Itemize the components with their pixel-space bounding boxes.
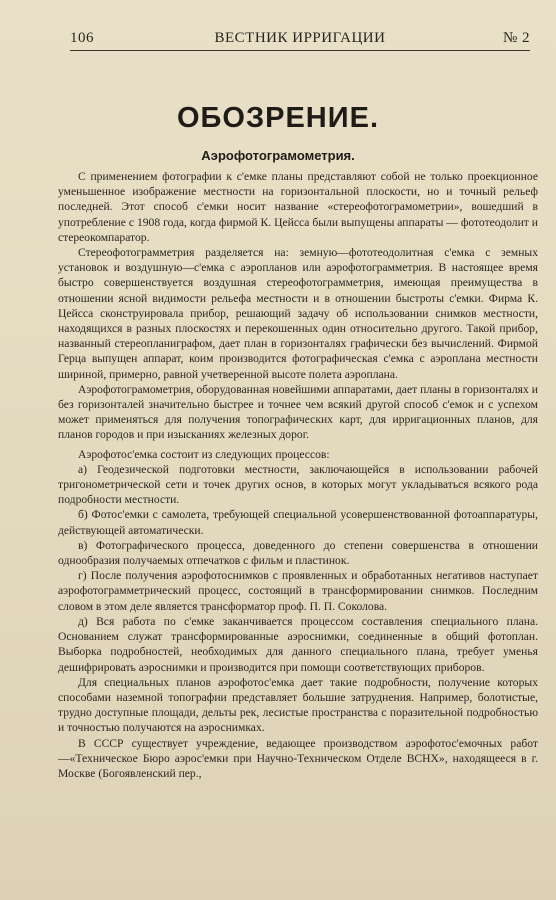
paragraph: В СССР существует учреждение, ведающее производством аэрофотос'емочных работ—«Техническое Бюро аэрос'емки при Научно-Техническом Отделе ВСНХ», находящееся в г. Москве (Богоявленский пер., bbox=[58, 736, 538, 780]
list-item: г) После получения аэрофотоснимков с проявленных и обработанных негативов наступает аэрофотограмметрический процесс, состоящий в трансформировании снимков. Последним словом в этом деле является трансформатор проф. П. П. Соколова. bbox=[58, 569, 538, 613]
article-body bbox=[58, 169, 538, 781]
page-number: 106 bbox=[70, 30, 94, 46]
list-item: в) Фотографического процесса, доведенного до степени совершенства в отношении однообразия получаемых отпечатков с фильм и пластинок. bbox=[58, 538, 538, 568]
running-header bbox=[70, 28, 530, 51]
list-item: д) Вся работа по с'емке заканчивается процессом составления специального плана. Основанием служат трансформированные аэроснимки, соединенные в общий фотоплан. Выборка подробностей, необходимых для данного специального плана, требует уменья дешифрировать аэроснимки и производится при помощи соответствующих приборов. bbox=[58, 614, 538, 674]
list-item: б) Фотос'емки с самолета, требующей специальной усовершенствованной фотоаппаратуры, действующей автоматически. bbox=[58, 508, 538, 537]
paragraph: Для специальных планов аэрофотос'емка дает такие подробности, получение которых способами наземной топографии представляет большие затруднения. Например, болотистые, трудно доступные площади, дельты рек, лесистые пространства с поразительной подробностью и точностью получаются на аэроснимках. bbox=[58, 675, 538, 735]
issue-number: № 2 bbox=[502, 30, 530, 46]
paragraph: С применением фотографии к с'емке планы представляют собой не только проекционное уменьшенное изображение местности на горизонтальной плоскости, но и точный рельеф последней. Этот способ с'емки носит название «стереофотограмометрии», вошедший в употребление с 1908 года, когда фирмой К. Цейсса были выпущены аппараты — фототеодолит и стереокомпаратор. bbox=[58, 170, 538, 244]
paragraph: Стереофотограмметрия разделяется на: земную—фототеодолитная с'емка с земных установок и воздушную—с'емка с аэропланов или аэрофотограмметрия. В настоящее время быстро совершенствуется воздушная стереофотограмметрия, имеющая преимущества в отношении ясной видимости рельефа местности и в отношении быстроты с'емки. Фирма К. Цейсса сконструировала прибор, решающий задачу об использовании снимков местности, находящихся в разных плоскостях и перекошенных один относительно другого. Такой прибор, названный стереопланиграфом, дает план в горизонталях графически без вычислений. Фирмой Герца выпущен аппарат, коим производится фотографическая с'емка с аэроплана местности шириной, примерно, равной учетверенной высоте полета аэроплана. bbox=[58, 246, 538, 381]
list-item: а) Геодезической подготовки местности, заключающейся в использовании рабочей тригонометрической сети и точек других основ, в которых могут укладываться всякого рода подробности местности. bbox=[58, 462, 538, 507]
paragraph: Аэрофотограмометрия, оборудованная новейшими аппаратами, дает планы в горизонталях и без горизонталей значительно быстрее и точнее чем всякий другой способ с'емок и с успехом может применяться для получения топографических карт, для ирригационных планов, для планов городов и при изысканиях железных дорог. bbox=[58, 382, 538, 442]
section-title: ОБОЗРЕНИЕ. bbox=[177, 102, 379, 134]
journal-title: ВЕСТНИК ИРРИГАЦИИ bbox=[214, 30, 386, 46]
paragraph: Аэрофотос'емка состоит из следующих процессов: bbox=[78, 447, 330, 461]
article-title: Аэрофотограмометрия. bbox=[201, 148, 355, 163]
